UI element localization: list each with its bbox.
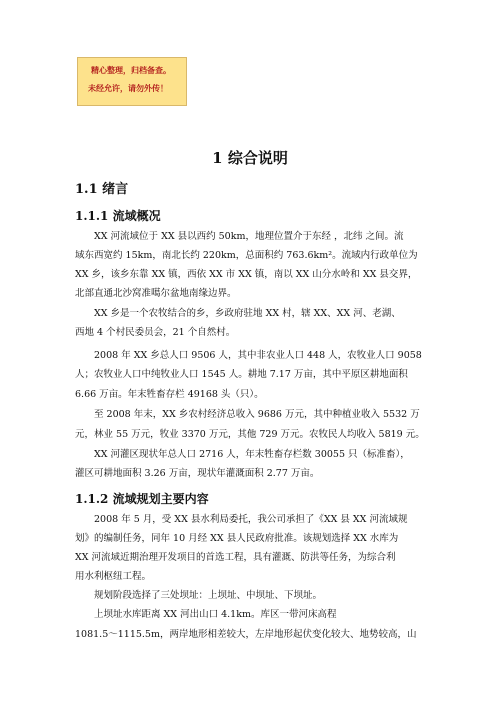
- paragraph-line: XX 河流域位于 XX 县以西约 50km，地理位置介于东经 ，北纬 之间。流: [94, 231, 404, 242]
- section-heading-1-1: 1.1 绪言: [75, 182, 129, 197]
- paragraph-line: 至 2008 年末，XX 乡农村经济总收入 9686 万元，其中种植业收入 5532 万: [94, 409, 420, 420]
- paragraph-line: 域东西宽约 15km，南北长约 220km，总面积约 763.6km²。流域内行政单位为: [75, 250, 418, 261]
- paragraph-line: XX 乡，该乡东靠 XX 镇，西依 XX 市 XX 镇，南以 XX 山分水岭和 XX 县交界，: [75, 269, 418, 280]
- paragraph-line: 2008 年 XX 乡总人口 9506 人，其中非农业人口 448 人，农牧业人口 9058: [94, 350, 422, 361]
- paragraph-line: 用水利枢纽工程。: [75, 571, 152, 582]
- notice-line-2: 未经允许，请勿外传！: [88, 84, 168, 93]
- chapter-title: 1 综合说明: [212, 149, 288, 167]
- paragraph-line: 上坝址水库距离 XX 河出山口 4.1km。库区一带河床高程: [94, 609, 337, 620]
- paragraph-line: 规划阶段选择了三处坝址：上坝址、中坝址、下坝址。: [94, 590, 323, 601]
- watermark-notice-box: [77, 57, 187, 106]
- paragraph-line: 北部直通北沙窝准噶尔盆地南缘边界。: [75, 288, 237, 299]
- paragraph-line: XX 河灌区现状年总人口 2716 人，年末牲畜存栏数 30055 只（标准畜），: [94, 449, 410, 460]
- paragraph-line: 人；农牧业人口中纯牧业人口 1545 人。耕地 7.17 万亩，其中平原区耕地面积: [75, 369, 408, 380]
- subsection-heading-1-1-2: 1.1.2 流域规划主要内容: [75, 492, 209, 506]
- paragraph-line: 划》的编制任务，同年 10 月经 XX 县人民政府批准。该规划选择 XX 水库为: [75, 533, 399, 544]
- paragraph-line: 灌区可耕地面积 3.26 万亩，现状年灌溉面积 2.77 万亩。: [75, 468, 320, 479]
- notice-line-1: 精心整理，归档备查。: [91, 66, 171, 75]
- paragraph-line: 1081.5～1115.5m，两岸地形相差较大，左岸地形起伏变化较大、地势较高，山: [75, 629, 417, 640]
- subsection-heading-1-1-1: 1.1.1 流域概况: [75, 209, 161, 223]
- paragraph-line: 6.66 万亩。年末牲畜存栏 49168 头（只）。: [75, 389, 264, 400]
- paragraph-line: 元，林业 55 万元，牧业 3370 万元，其他 729 万元。农牧民人均收入 5819 元。: [75, 429, 425, 440]
- paragraph-line: 西地 4 个村民委员会，21 个自然村。: [75, 327, 236, 338]
- paragraph-line: 2008 年 5 月，受 XX 县水利局委托，我公司承担了《XX 县 XX 河流域规: [94, 514, 408, 525]
- paragraph-line: XX 河流域近期治理开发项目的首选工程，具有灌溉、防洪等任务，为综合利: [75, 552, 396, 563]
- paragraph-line: XX 乡是一个农牧结合的乡，乡政府驻地 XX 村，辖 XX、XX 河、老湖、: [94, 308, 401, 319]
